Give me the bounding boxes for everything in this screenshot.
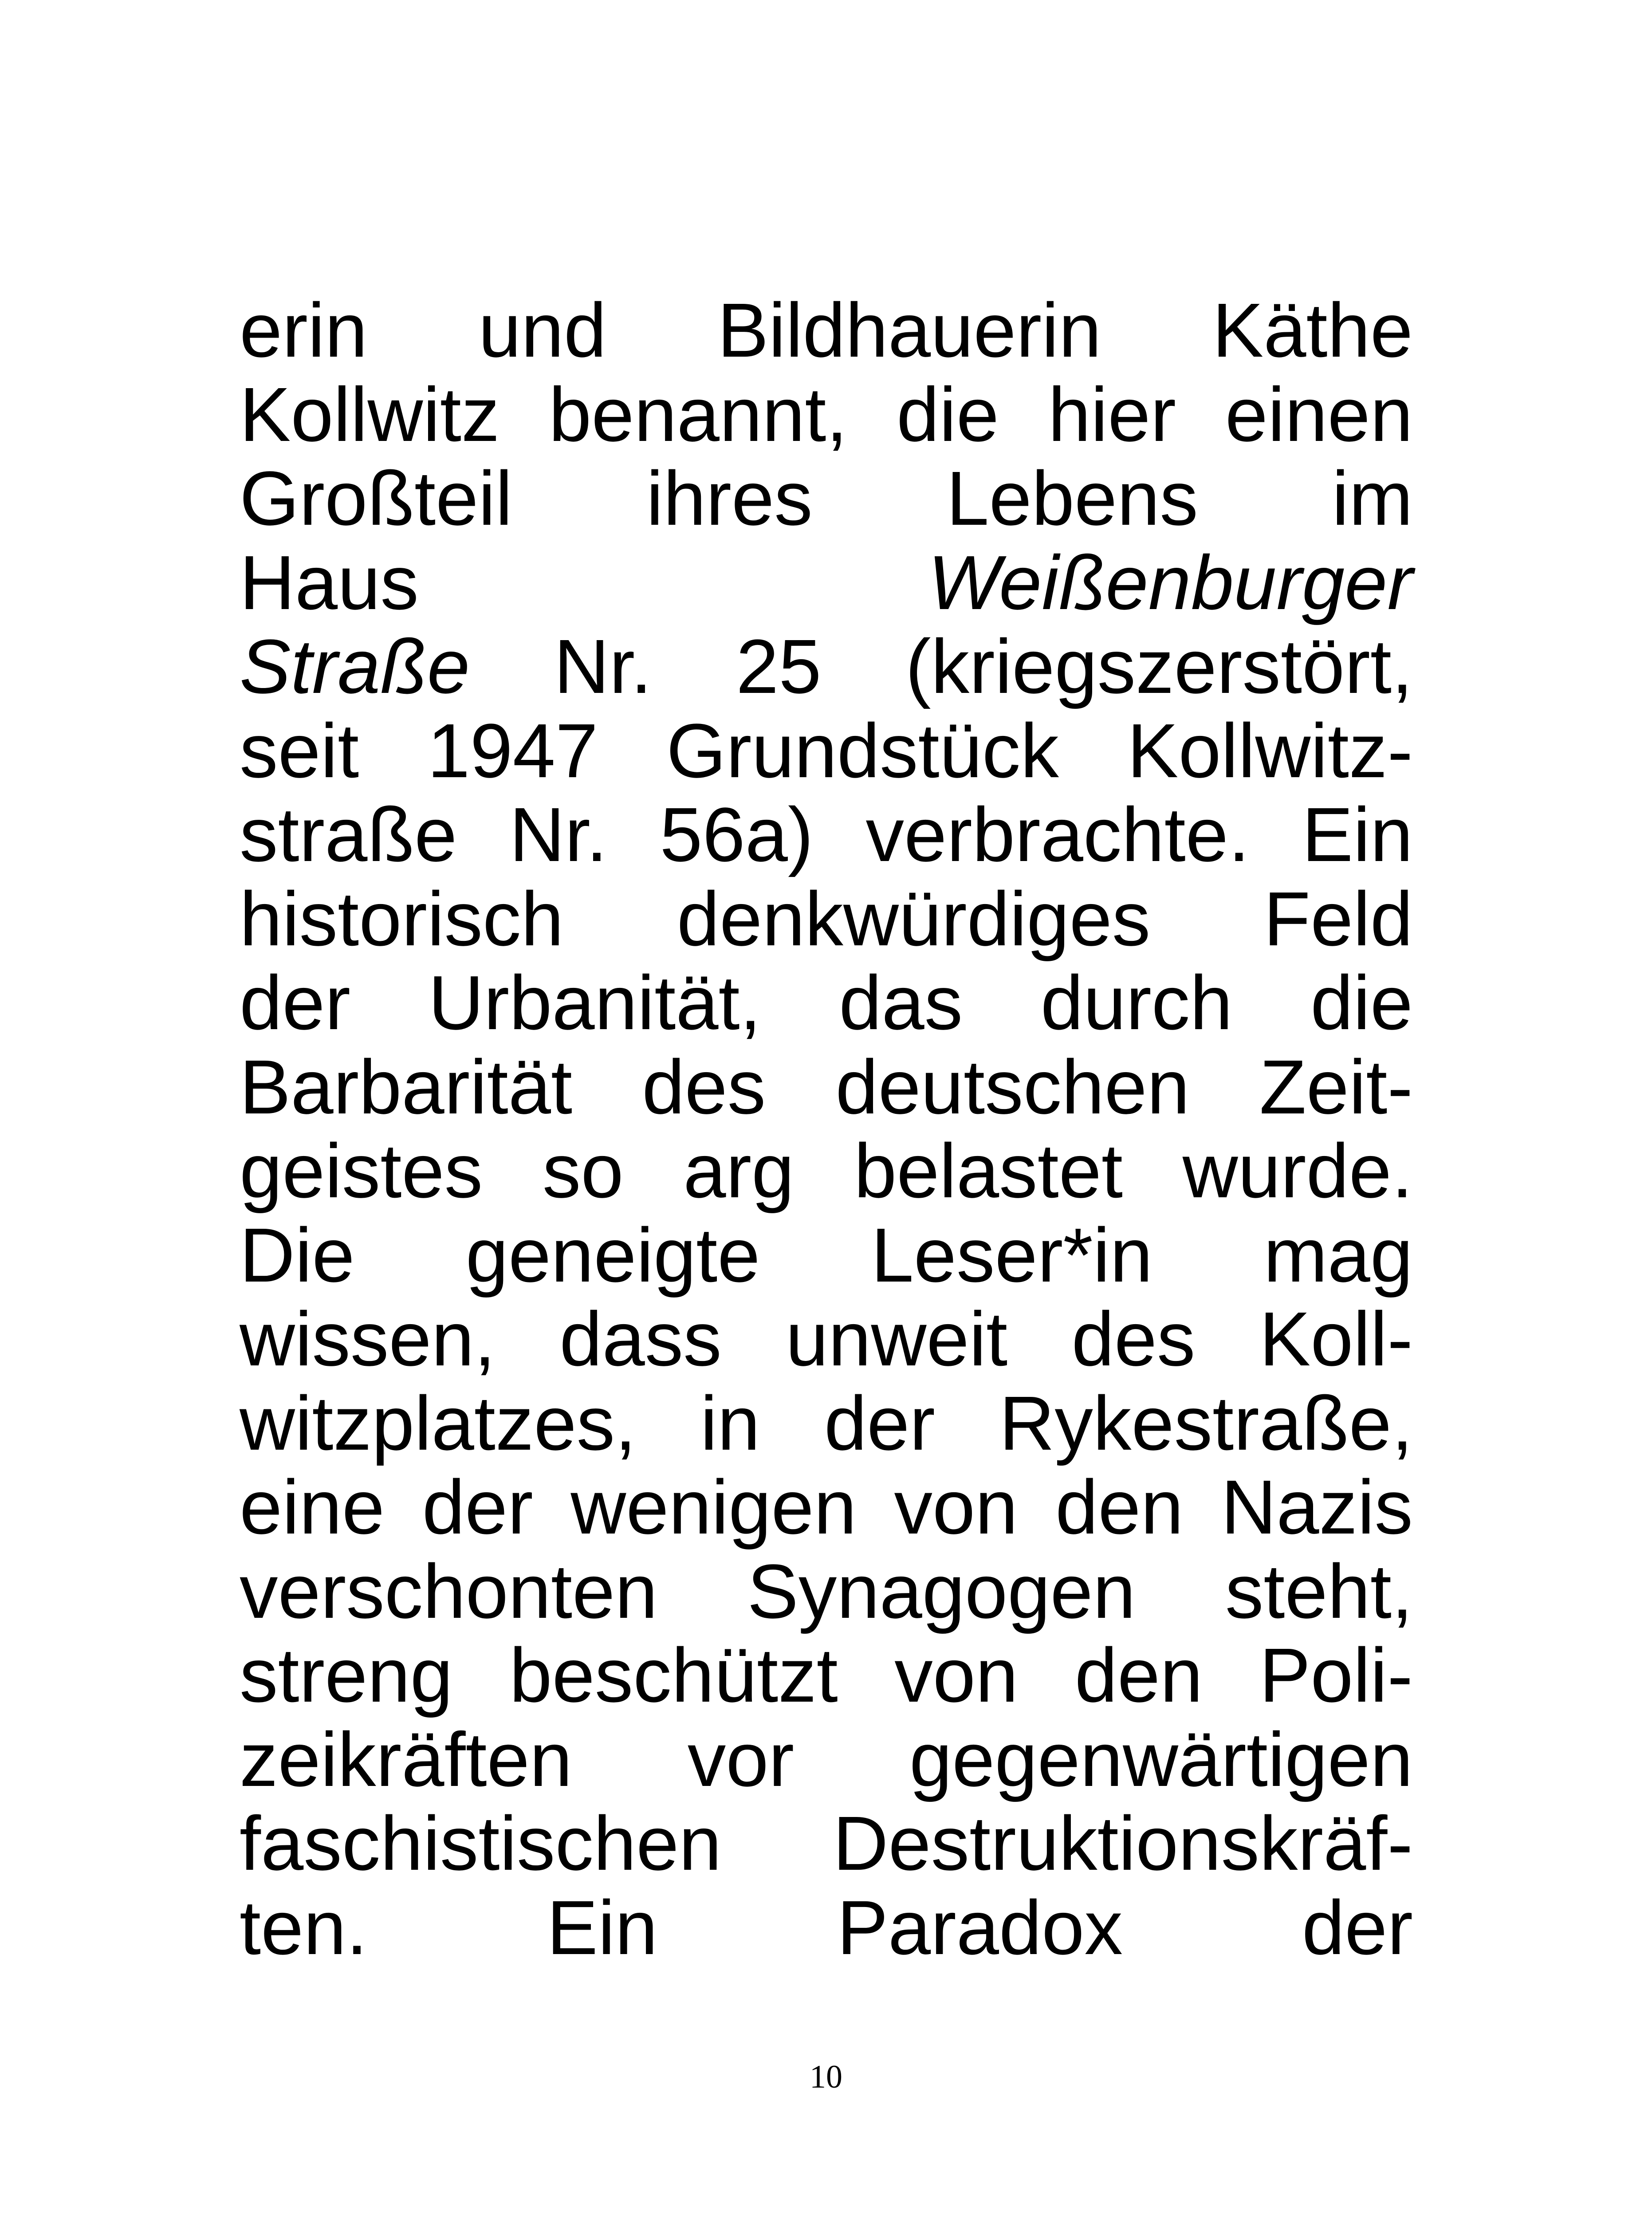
text-line — [240, 288, 1413, 373]
word: denkwürdiges — [677, 875, 1151, 962]
text-line — [240, 373, 1413, 457]
word: witzplatzes, — [240, 1380, 637, 1466]
word: wenigen — [570, 1464, 857, 1550]
text-line — [240, 625, 1413, 709]
word: Barbarität — [240, 1043, 573, 1130]
word: Die — [240, 1211, 355, 1298]
text-line — [240, 1129, 1413, 1213]
word: unweit — [786, 1296, 1008, 1382]
word: Lebens — [946, 455, 1198, 541]
word: die — [1310, 960, 1413, 1046]
word: eine — [240, 1464, 385, 1550]
word: (kriegszerstört, — [905, 623, 1413, 709]
word: den — [1055, 1464, 1184, 1550]
word: den — [1074, 1632, 1203, 1718]
word: in — [700, 1380, 760, 1466]
word: der — [240, 960, 351, 1046]
word: und — [478, 287, 607, 373]
word: hier — [1048, 371, 1176, 457]
word: dass — [559, 1296, 722, 1382]
word: gegenwärtigen — [909, 1716, 1413, 1802]
word: 56a) — [660, 791, 814, 877]
text-line — [240, 1718, 1413, 1802]
text-line — [240, 456, 1413, 541]
word: Grundstück — [666, 707, 1059, 794]
word: Haus — [240, 539, 419, 625]
word: des — [1071, 1296, 1196, 1382]
word: deutschen — [835, 1043, 1190, 1130]
word: Großteil — [240, 455, 513, 541]
text-line — [240, 709, 1413, 793]
word: von — [894, 1464, 1018, 1550]
word: belastet — [854, 1128, 1123, 1214]
word-italic: Straße — [240, 623, 470, 709]
text-line — [240, 1549, 1413, 1634]
word: durch — [1040, 960, 1233, 1046]
word: Poli- — [1259, 1632, 1413, 1718]
word: Bildhauerin — [717, 287, 1101, 373]
word: die — [897, 371, 999, 457]
word: Käthe — [1212, 287, 1413, 373]
word: vor — [687, 1716, 795, 1802]
word: benannt, — [549, 371, 848, 457]
word: so — [542, 1128, 624, 1214]
word: verschonten — [240, 1548, 658, 1634]
word: das — [839, 960, 963, 1046]
word: beschützt — [509, 1632, 838, 1718]
word: Koll- — [1259, 1296, 1413, 1382]
word: der — [1302, 1884, 1413, 1970]
text-line — [240, 1381, 1413, 1466]
word-italic: Weißenburger — [928, 539, 1413, 625]
text-line — [240, 961, 1413, 1045]
word: einen — [1225, 371, 1413, 457]
word: Nr. — [554, 623, 652, 709]
word: ten. — [240, 1884, 368, 1970]
word: Ein — [547, 1884, 658, 1970]
word: 1947 — [427, 707, 598, 794]
word: straße — [240, 791, 457, 877]
text-line — [240, 793, 1413, 877]
word: des — [642, 1043, 766, 1130]
word: geistes — [240, 1128, 483, 1214]
text-line — [240, 1801, 1413, 1886]
word: wurde. — [1182, 1128, 1413, 1214]
word: mag — [1263, 1211, 1413, 1298]
text-line — [240, 1886, 1413, 1970]
page-number: 10 — [810, 2059, 842, 2095]
word: arg — [683, 1128, 795, 1214]
text-line — [240, 1297, 1413, 1381]
text-line — [240, 1045, 1413, 1129]
word: Nr. — [509, 791, 608, 877]
word: Destruktionskräf- — [833, 1800, 1413, 1886]
body-text — [240, 288, 1413, 1970]
text-line — [240, 877, 1413, 961]
text-line — [240, 1213, 1413, 1298]
word: der — [824, 1380, 935, 1466]
word: steht, — [1225, 1548, 1413, 1634]
word: Kollwitz- — [1127, 707, 1413, 794]
word: Leser*in — [871, 1211, 1153, 1298]
word: im — [1332, 455, 1413, 541]
word: wissen, — [240, 1296, 496, 1382]
word: von — [894, 1632, 1019, 1718]
word: ihres — [646, 455, 813, 541]
word: 25 — [736, 623, 822, 709]
word: faschistischen — [240, 1800, 722, 1886]
word: streng — [240, 1632, 453, 1718]
word: Paradox — [837, 1884, 1123, 1970]
word: der — [422, 1464, 533, 1550]
word: Zeit- — [1259, 1043, 1413, 1130]
word: Kollwitz — [240, 371, 500, 457]
text-line — [240, 541, 1413, 625]
text-line — [240, 1633, 1413, 1718]
word: erin — [240, 287, 368, 373]
word: historisch — [240, 875, 564, 962]
word: Rykestraße, — [999, 1380, 1413, 1466]
word: Nazis — [1221, 1464, 1413, 1550]
word: geneigte — [465, 1211, 760, 1298]
word: Feld — [1263, 875, 1413, 962]
word: Urbanität, — [428, 960, 761, 1046]
text-line — [240, 1465, 1413, 1549]
word: Synagogen — [747, 1548, 1136, 1634]
word: verbrachte. — [865, 791, 1250, 877]
word: Ein — [1302, 791, 1413, 877]
word: seit — [240, 707, 359, 794]
word: zeikräften — [240, 1716, 573, 1802]
